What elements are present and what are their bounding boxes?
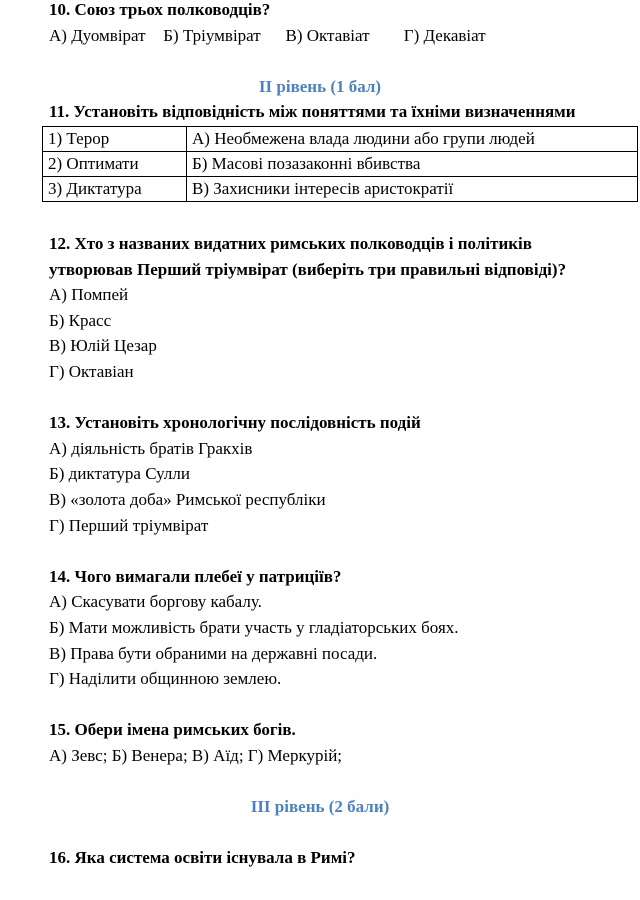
q10-option-d: Г) Декавіат: [403, 26, 486, 45]
question-10-title: 10. Союз трьох полководців?: [49, 0, 271, 19]
term-cell: 1) Терор: [43, 127, 187, 152]
term-cell: 2) Оптимати: [43, 152, 187, 177]
q12-option-a: А) Помпей: [49, 285, 129, 304]
q14-option-c: В) Права бути обраними на державні посади.: [49, 644, 378, 663]
level-3-heading: ІІІ рівень (2 бали): [250, 797, 390, 816]
q13-option-d: Г) Перший тріумвірат: [49, 516, 209, 535]
table-row: [43, 177, 638, 202]
q12-option-d: Г) Октавіан: [49, 362, 134, 381]
q13-option-c: В) «золота доба» Римської республіки: [49, 490, 326, 509]
q15-options: А) Зевс; Б) Венера; В) Аїд; Г) Меркурій;: [49, 746, 343, 765]
table-row: [43, 127, 638, 152]
matching-table: [42, 126, 638, 202]
q10-option-a: А) Дуомвірат: [49, 26, 146, 45]
q10-option-b: Б) Тріумвірат: [163, 26, 261, 45]
q12-option-b: Б) Красс: [49, 311, 112, 330]
q14-option-d: Г) Наділити общинною землею.: [49, 669, 282, 688]
q10-option-c: В) Октавіат: [285, 26, 370, 45]
definition-cell: Б) Масові позазаконні вбивства: [187, 152, 638, 177]
question-16-title: 16. Яка система освіти існувала в Римі?: [49, 848, 356, 867]
question-13-title: 13. Установіть хронологічну послідовність подій: [49, 413, 421, 432]
q14-option-a: А) Скасувати боргову кабалу.: [49, 592, 262, 611]
definition-cell: В) Захисники інтересів аристократії: [187, 177, 638, 202]
question-12-title-line2: утворював Перший тріумвірат (виберіть три правильні відповіді)?: [49, 260, 567, 279]
question-12-title-line1: 12. Хто з названих видатних римських полководців і політиків: [49, 234, 532, 253]
q14-option-b: Б) Мати можливість брати участь у гладіаторських боях.: [49, 618, 459, 637]
q12-option-c: В) Юлій Цезар: [49, 336, 157, 355]
question-10-options: [49, 26, 486, 46]
q13-option-a: А) діяльність братів Гракхів: [49, 439, 253, 458]
q13-option-b: Б) диктатура Сулли: [49, 464, 190, 483]
term-cell: 3) Диктатура: [43, 177, 187, 202]
question-15-title: 15. Обери імена римських богів.: [49, 720, 296, 739]
question-14-title: 14. Чого вимагали плебеї у патриціїв?: [49, 567, 342, 586]
table-row: [43, 152, 638, 177]
level-2-heading: ІІ рівень (1 бал): [258, 77, 382, 96]
question-11-title: 11. Установіть відповідність між поняттями та їхніми визначеннями: [49, 102, 576, 121]
definition-cell: А) Необмежена влада людини або групи людей: [187, 127, 638, 152]
